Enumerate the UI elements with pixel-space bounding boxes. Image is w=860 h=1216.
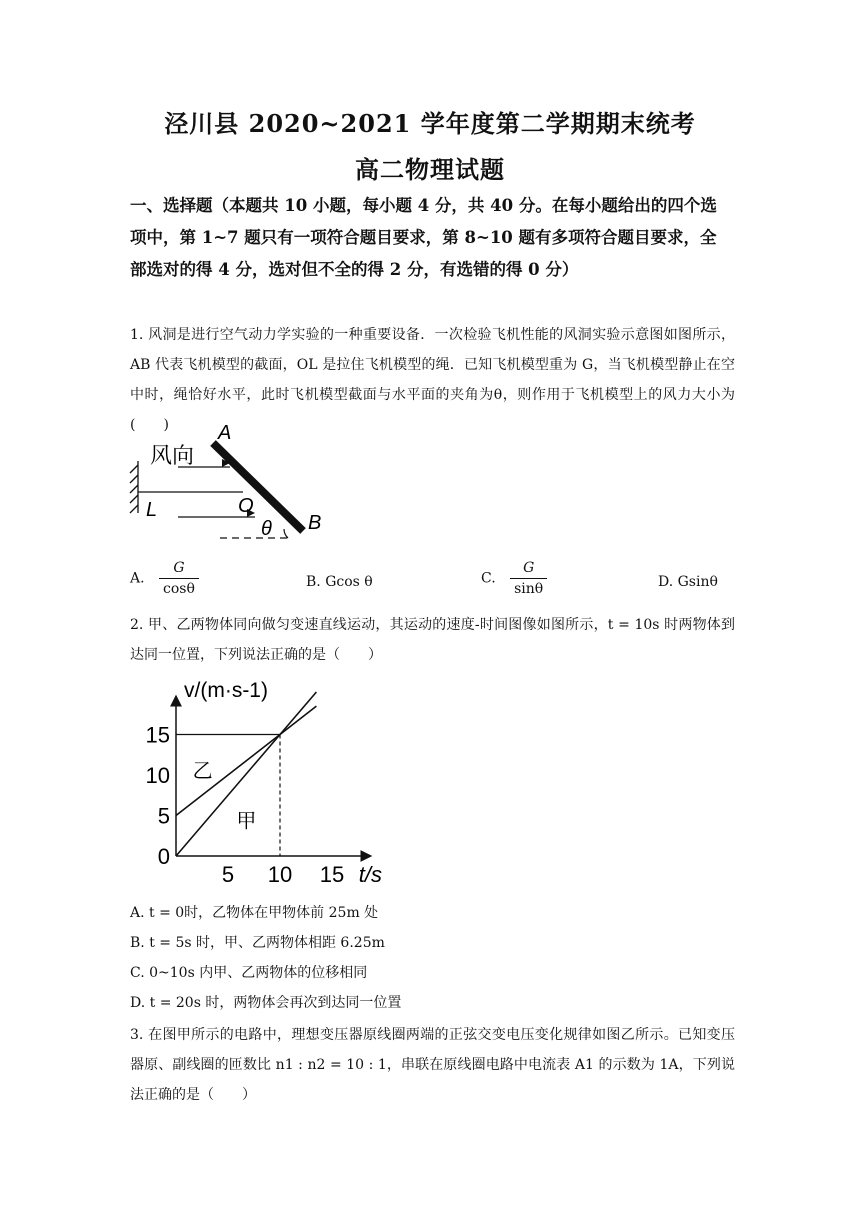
airfoil-AB [213, 443, 303, 531]
question-3-stem: 3. 在图甲所示的电路中，理想变压器原线圈两端的正弦交变电压变化规律如图乙所示。已知变压器原、副线圈的匝数比 n1 : n2 = 10 : 1，串联在原线圈电路中电流表 A1 的示数为 1A，下列说法正确的是（ ） [130, 1027, 735, 1103]
x-tick-label-1: 10 [267, 862, 293, 887]
x-axis-label: t/s [358, 862, 383, 887]
option-1c-numerator: G [523, 560, 535, 576]
exam-subtitle: 高二物理试题 [355, 155, 505, 184]
option-1c-denominator: sinθ [510, 578, 547, 597]
series-label-jia: 甲 [236, 810, 257, 833]
option-1a-numerator: G [173, 560, 185, 576]
velocity-time-chart [130, 675, 390, 895]
point-B-label: B [308, 512, 322, 534]
series-label-yi: 乙 [192, 760, 213, 783]
point-A-label: A [218, 422, 232, 444]
section-heading: 一、选择题（本题共 10 小题，每小题 4 分，共 40 分。在每小题给出的四个选项中，第 1~7 题只有一项符合题目要求，第 8~10 题有多项符合题目要求，全部选对的得 4 分，选对但不全的得 2 分，有选错的得 0 分） [130, 196, 717, 279]
option-2a: A. t = 0时，乙物体在甲物体前 25m 处 [130, 905, 379, 921]
option-2d: D. t = 20s 时，两物体会再次到达同一位置 [130, 995, 402, 1011]
exam-title: 泾川县 2020~2021 学年度第二学期期末统考 [164, 109, 696, 138]
point-L-label: L [146, 499, 158, 521]
wind-tunnel-figure [120, 415, 340, 545]
question-2-stem: 2. 甲、乙两物体同向做匀变速直线运动，其运动的速度-时间图像如图所示，t = 10s 时两物体到达同一位置，下列说法正确的是（ ） [130, 617, 735, 663]
option-2b: B. t = 5s 时，甲、乙两物体相距 6.25m [130, 935, 385, 951]
origin-label: 0 [157, 844, 170, 869]
theta-label: θ [261, 518, 272, 540]
y-tick-label-0: 5 [157, 803, 170, 829]
y-tick-label-1: 10 [145, 763, 170, 788]
option-1d: D. Gsinθ [658, 574, 718, 590]
y-axis-label: v/(m·s-1) [184, 679, 268, 702]
option-2c: C. 0~10s 内甲、乙两物体的位移相同 [130, 965, 368, 981]
question-1-stem: 1. 风洞是进行空气动力学实验的一种重要设备．一次检验飞机性能的风洞实验示意图如图所示，AB 代表飞机模型的截面，OL 是拉住飞机模型的绳．已知飞机模型重为 G，当飞机模型静止在空中时，绳恰好水平，此时飞机模型截面与水平面的夹角为θ，则作用于飞机模型上的风力大小为( ) [130, 327, 735, 433]
x-tick-label-2: 15 [319, 862, 345, 887]
x-tick-label-0: 5 [221, 862, 235, 887]
option-1a: A. $\frac{G}{\cos\theta}$ [130, 560, 199, 597]
option-1b: B. Gcos θ [306, 574, 373, 590]
question-1-options [130, 560, 730, 610]
wind-label: 风向 [150, 443, 195, 468]
option-1c: C. $\frac{G}{\sin\theta}$ [481, 560, 547, 597]
point-O-label: O [238, 495, 254, 517]
y-tick-label-2: 15 [145, 722, 170, 748]
option-1a-denominator: cosθ [159, 578, 199, 597]
